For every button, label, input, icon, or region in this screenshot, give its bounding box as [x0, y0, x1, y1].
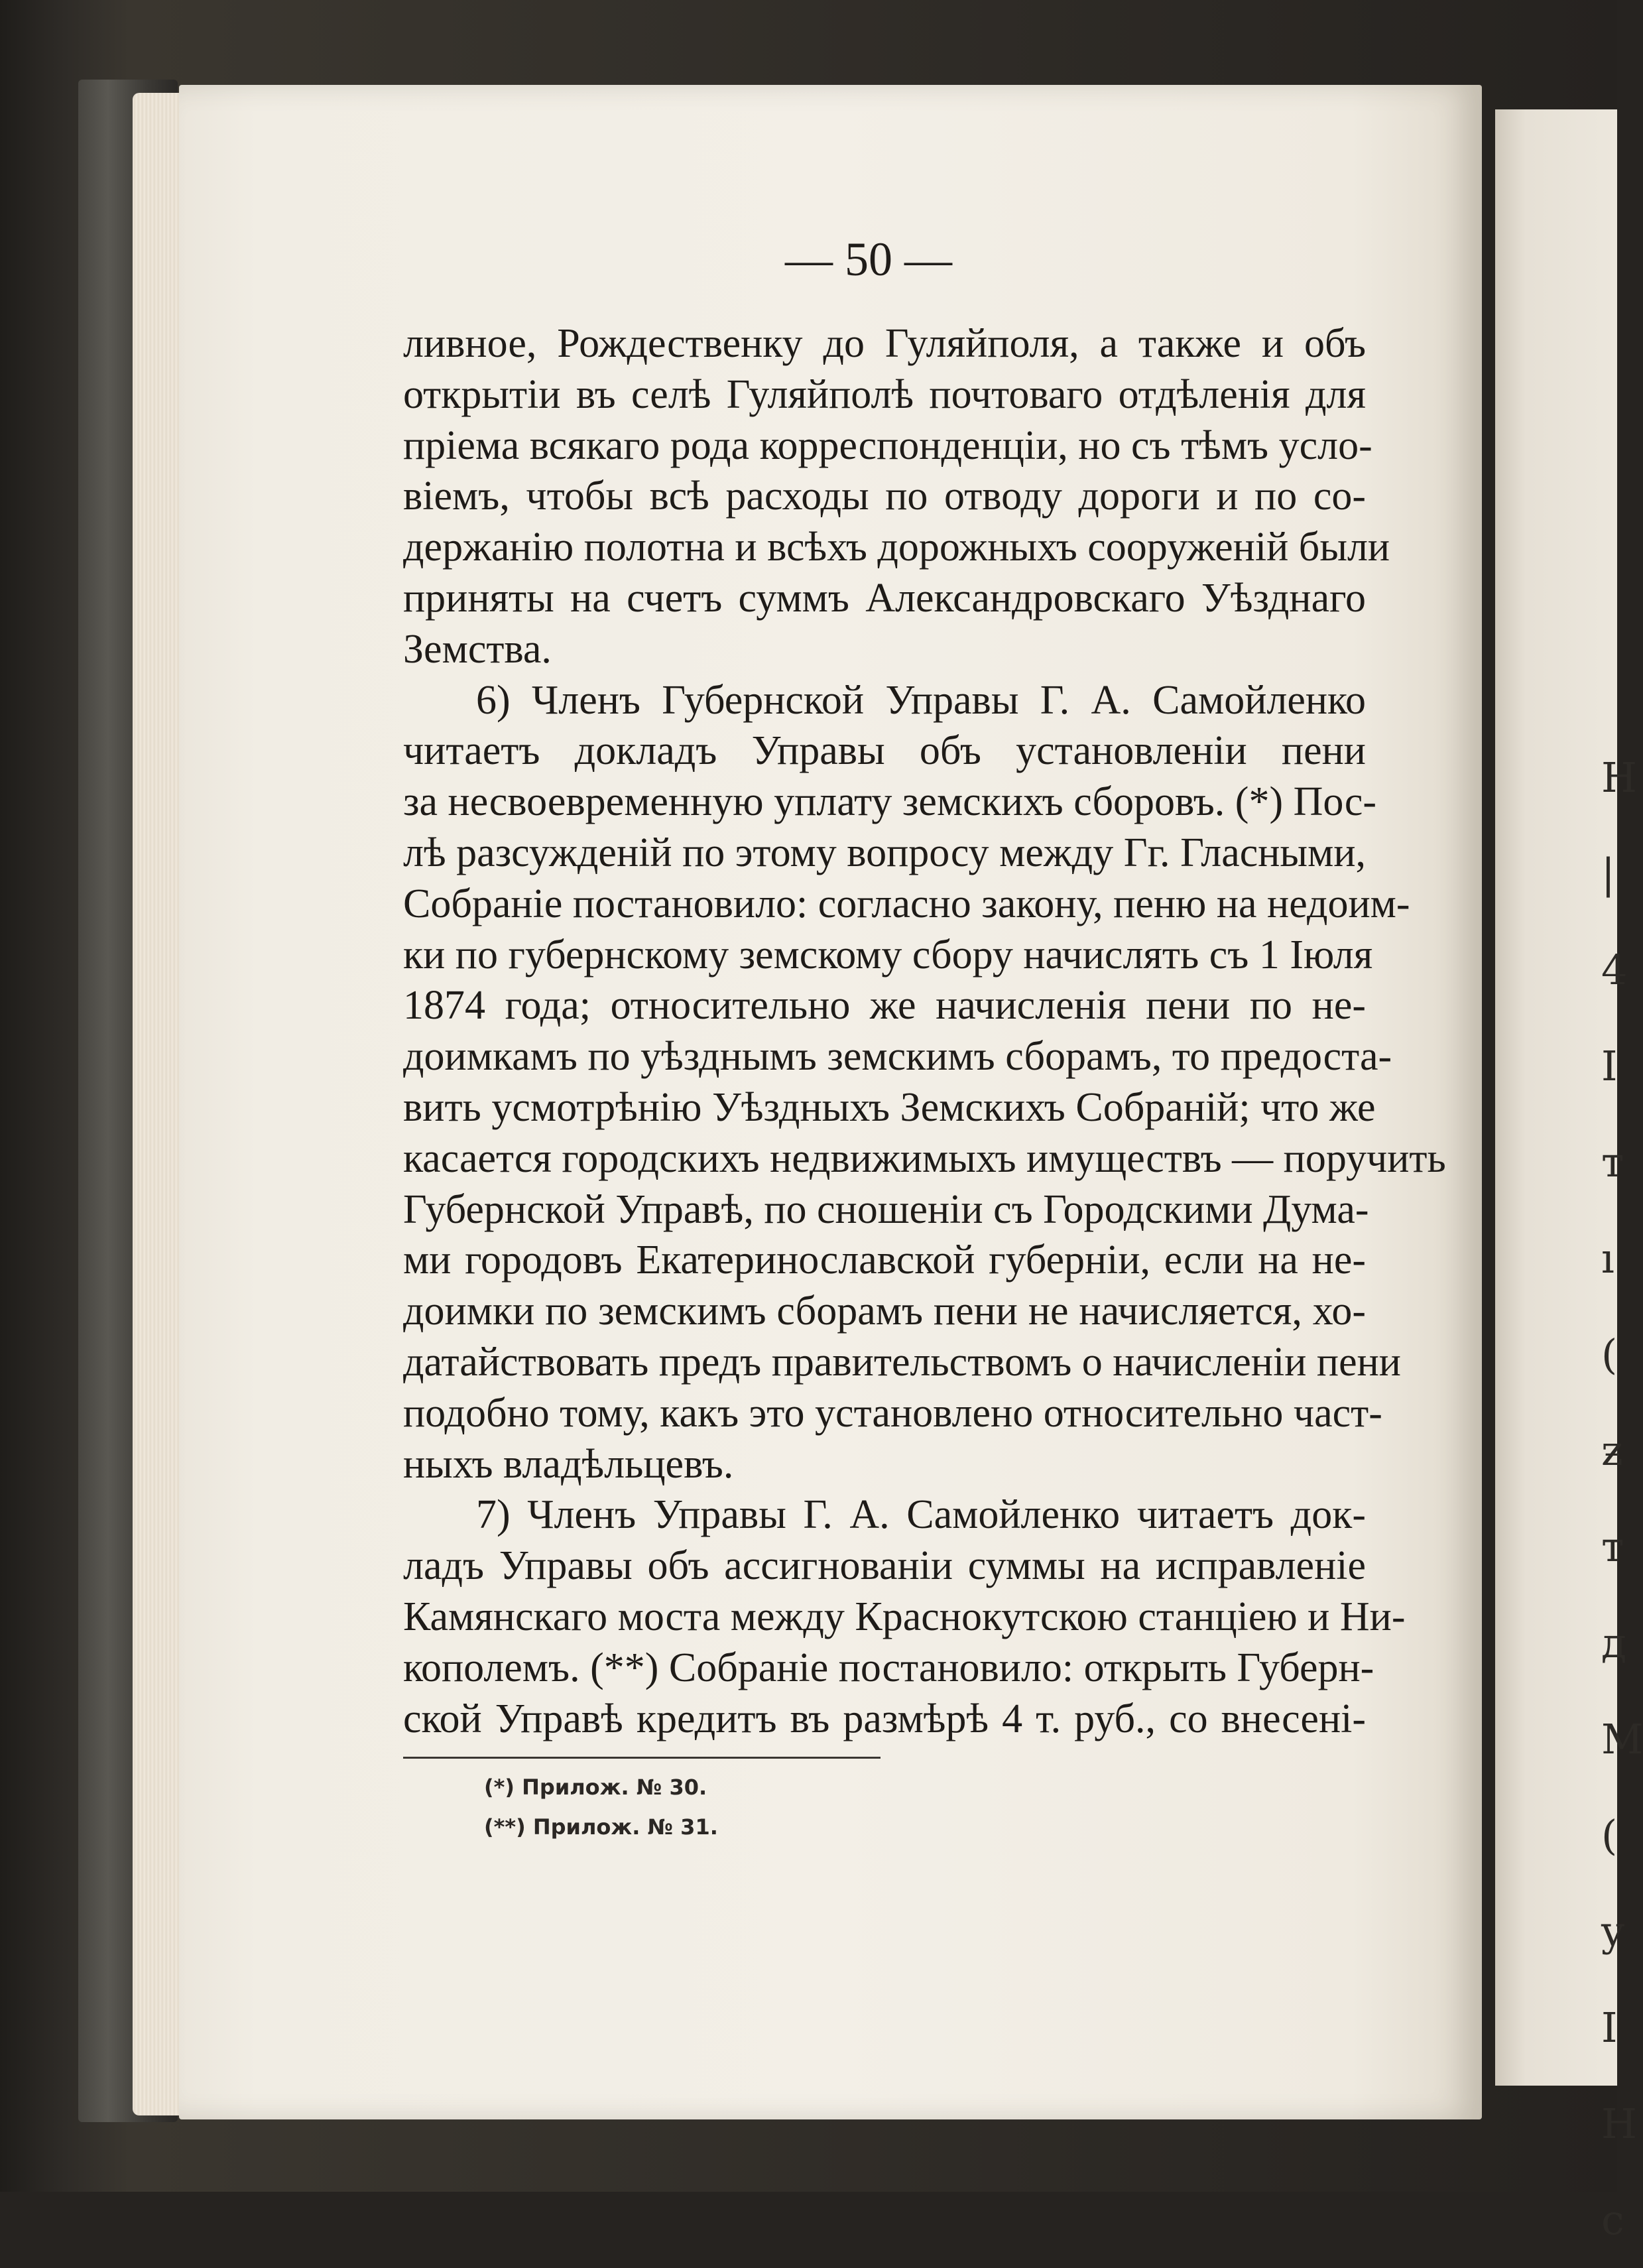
- facing-glyph: y: [1601, 1907, 1625, 1956]
- facing-glyph: (: [1601, 1330, 1618, 1379]
- text-line: вить усмотрѣнiю Уѣздныхъ Земскихъ Собранiй; что же: [403, 1084, 1376, 1130]
- text-line: ливное, Рождественку до Гуляйполя, а также и объ: [403, 321, 1366, 366]
- facing-glyph: |: [1601, 850, 1615, 898]
- footnote-1: (*) Прилож. № 30.: [484, 1775, 707, 1800]
- facing-glyph: ı: [1601, 1234, 1614, 1283]
- page-number: — 50 —: [785, 233, 952, 286]
- text-line: ми городовъ Екатеринославской губернiи, если на не-: [403, 1237, 1366, 1283]
- facing-glyph: т: [1601, 1138, 1624, 1186]
- facing-glyph: ƶ: [1601, 1426, 1623, 1475]
- text-line: ской Управѣ кредитъ въ размѣрѣ 4 т. руб., со внесенi-: [403, 1696, 1366, 1741]
- facing-glyph: H: [1601, 2100, 1638, 2148]
- footnotes: [484, 1767, 948, 1847]
- facing-glyph: c: [1601, 2196, 1624, 2244]
- body-text: [403, 318, 1446, 1744]
- text-line: кополемъ. (**) Собранiе постановило: открыть Губерн-: [403, 1645, 1374, 1690]
- facing-glyph: т: [1601, 1523, 1624, 1571]
- text-line: касается городскихъ недвижимыхъ имуществъ — поручить: [403, 1135, 1446, 1181]
- facing-glyph: M: [1601, 1715, 1643, 1763]
- text-line: открытiи въ селѣ Гуляйполѣ почтоваго отдѣленiя для: [403, 371, 1366, 417]
- text-line: подобно тому, какъ это установлено относительно част-: [403, 1390, 1382, 1436]
- text-line: ныхъ владѣльцевъ.: [403, 1441, 734, 1487]
- facing-glyph: 4: [1601, 946, 1628, 994]
- text-line: за несвоевременную уплату земскихъ сборовъ. (*) Пос-: [403, 779, 1377, 825]
- facing-glyph: (: [1601, 1811, 1618, 1859]
- text-line: доимки по земскимъ сборамъ пени не начисляется, хо-: [403, 1289, 1366, 1334]
- text-line: ки по губернскому земскому сбору начислять съ 1 Iюля: [403, 932, 1373, 977]
- text-line: ладъ Управы объ ассигнованiи суммы на исправленiе: [403, 1543, 1366, 1589]
- facing-glyph: Н: [1601, 753, 1638, 802]
- facing-page: [1495, 109, 1643, 2086]
- text-line: прiема всякаго рода корреспонденцiи, но съ тѣмъ усло-: [403, 422, 1372, 468]
- text-line: 1874 года; относительно же начисленiя пени по не-: [403, 983, 1366, 1029]
- text-line: доимкамъ по уѣзднымъ земскимъ сборамъ, то предоста-: [403, 1034, 1392, 1080]
- text-line: Губернской Управѣ, по сношенiи съ Городскими Дума-: [403, 1186, 1369, 1232]
- text-line: приняты на счетъ суммъ Александровскаго Уѣзднаго: [403, 575, 1366, 621]
- text-line: датайствовать предъ правительствомъ о начисленiи пени: [403, 1339, 1401, 1385]
- text-line: Камянскаго моста между Краснокутскою станцiею и Ни-: [403, 1594, 1406, 1639]
- text-line: держанiю полотна и всѣхъ дорожныхъ сооруженiй были: [403, 525, 1390, 570]
- facing-glyph: I: [1601, 1042, 1618, 1090]
- facing-page-text: [1601, 729, 1643, 2268]
- text-line: Собранiе постановило: согласно закону, пеню на недоим-: [403, 881, 1410, 926]
- paragraph-6-opening: 6) Членъ Губернской Управы Г. А. Самойленко читаетъ докладъ Управы объ установленiи пени: [403, 677, 1366, 774]
- paragraph-7-opening: 7) Членъ Управы Г. А. Самойленко читаетъ док-: [476, 1492, 1366, 1538]
- text-line: лѣ разсужденiй по этому вопросу между Гг. Гласными,: [403, 830, 1366, 875]
- footnote-rule: [403, 1757, 881, 1759]
- facing-glyph: д: [1601, 1619, 1627, 1667]
- facing-glyph: I: [1601, 2003, 1618, 2052]
- footnote-2: (**) Прилож. № 31.: [484, 1814, 718, 1840]
- text-line: вiемъ, чтобы всѣ расходы по отводу дороги и по со-: [403, 473, 1366, 519]
- text-line: Земства.: [403, 626, 552, 672]
